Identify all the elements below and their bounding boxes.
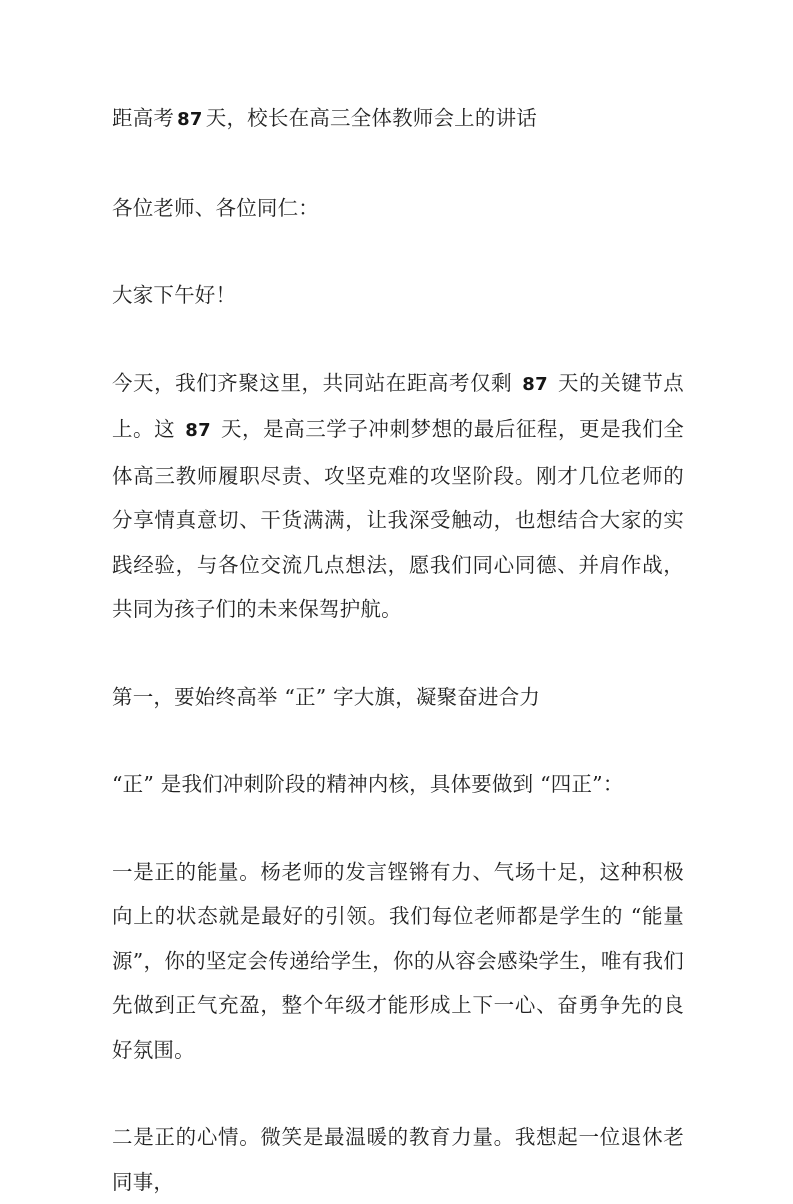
section-one-heading: 第一，要始终高举 “正” 字大旗，凝聚奋进合力 — [112, 684, 541, 709]
document-title: 距高考 87 天，校长在高三全体教师会上的讲话 — [112, 106, 537, 130]
section-one-intro-paragraph: “正” 是我们冲刺阶段的精神内核，具体要做到 “四正”： — [112, 772, 624, 796]
salutation-paragraph: 各位老师、各位同仁： — [112, 195, 319, 220]
greeting-paragraph: 大家下午好！ — [112, 283, 237, 307]
numeral: 87 — [177, 109, 203, 130]
document-text-column — [112, 96, 684, 1204]
point-two-paragraph: 二是正的心情。微笑是最温暖的教育力量。我想起一位退休老同事， — [112, 1125, 684, 1194]
point-one-paragraph: 一是正的能量。杨老师的发言铿锵有力、气场十足，这种积极向上的状态就是最好的引领。我们每位老师都是学生的 “能量源”，你的坚定会传递给学生，你的从容会感染学生，唯有我们先做到正气充盈，整个年级才能形成上下一心、奋勇争先的良好氛围。 — [112, 859, 684, 1062]
numeral: 87 — [522, 373, 548, 395]
numeral: 87 — [185, 420, 211, 441]
opening-paragraph: 今天，我们齐聚这里，共同站在距高考仅剩 87 天的关键节点上。这 87 天，是高三学子冲刺梦想的最后征程，更是我们全体高三教师履职尽责、攻坚克难的攻坚阶段。刚才几位老师的分享情真意切、干货满满，让我深受触动，也想结合大家的实践经验，与各位交流几点想法，愿我们同心同德、并肩作战，共同为孩子们的未来保驾护航。 — [112, 370, 685, 621]
